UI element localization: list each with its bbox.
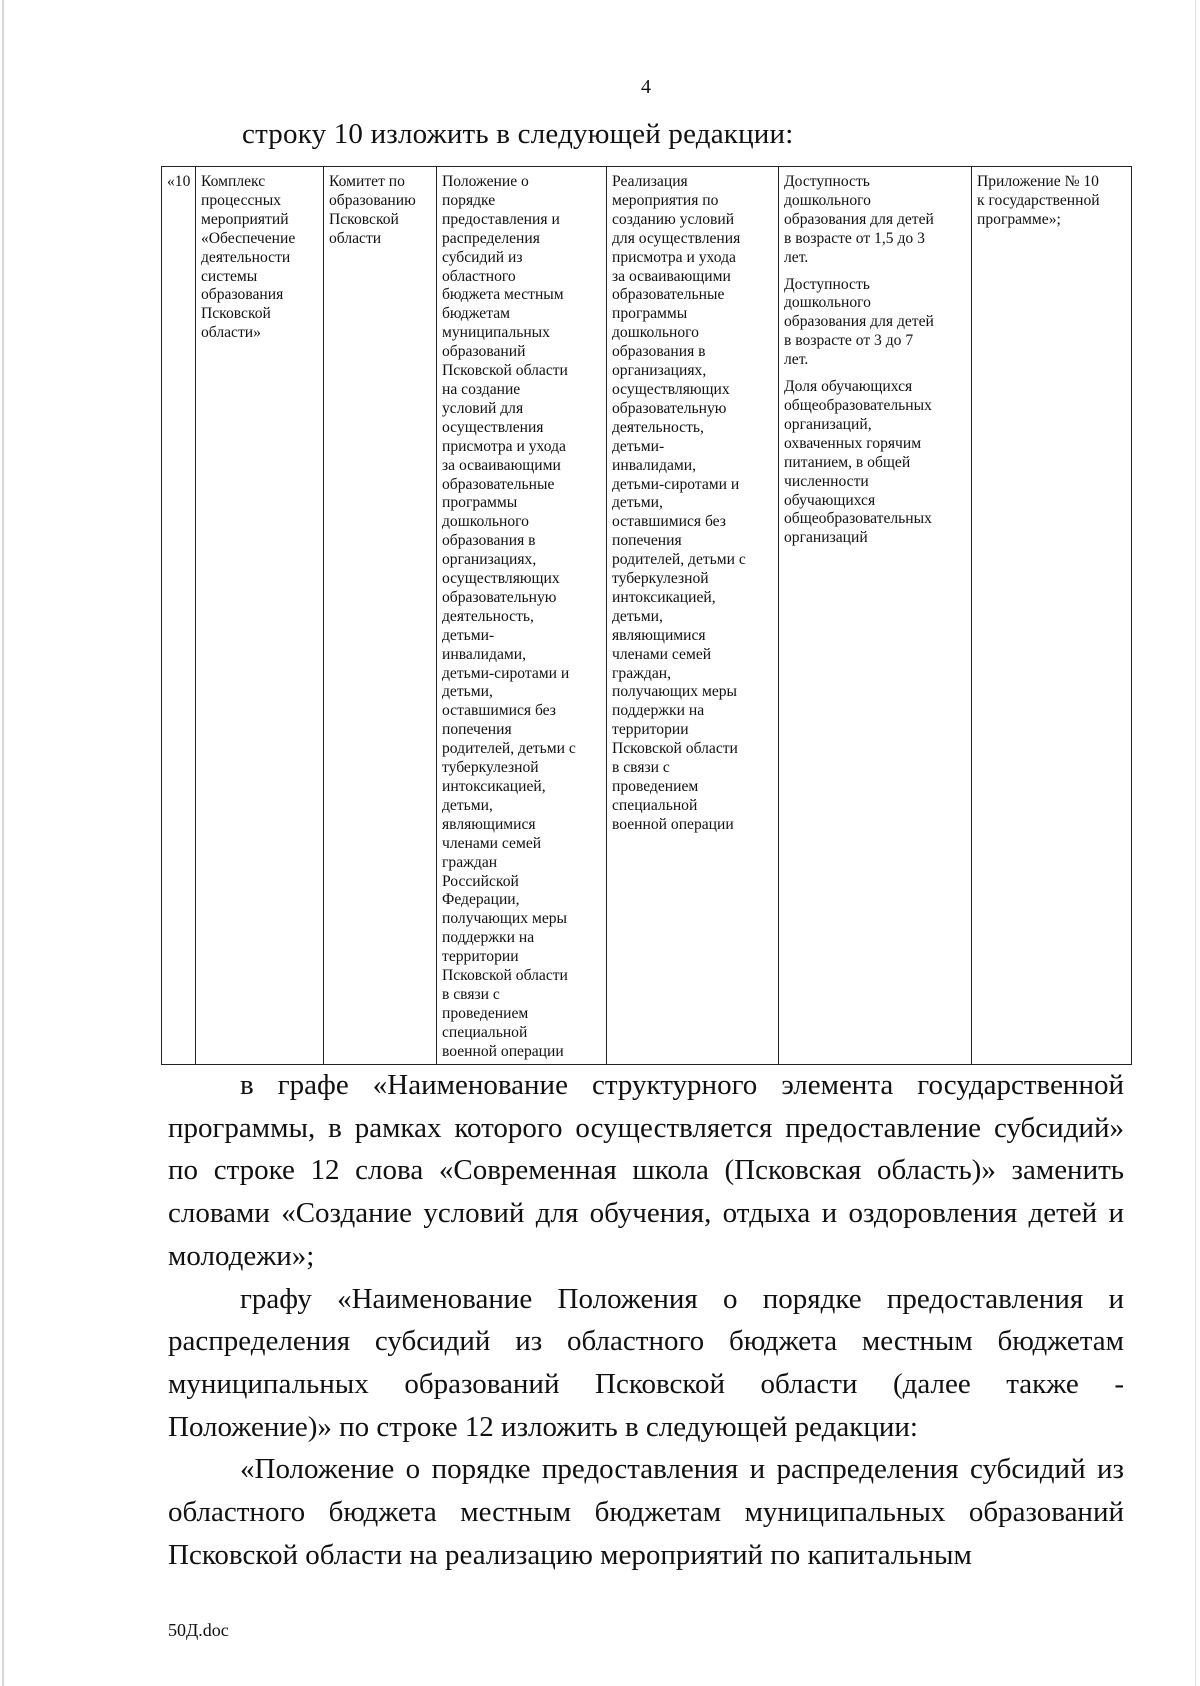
scan-edge-left [2,0,4,1686]
indicator-item: Доступность дошкольного образования для детей в возрасте от 3 до 7 лет. [784,275,934,369]
indicator-item: Доля обучающихся общеобразовательных организаций, охваченных горячим питанием, в общей численности обучающихся общеобразовательных организаций [784,378,932,547]
page-number: 4 [641,76,651,98]
body-text [168,1064,1124,1576]
cell-purpose: Реализация мероприятия по созданию условий для осуществления присмотра и ухода за осваивающими образовательные программы дошкольного образования в организациях, осуществляющих образовательную деятельность, детьми- инвалидами, детьми-сиротами и детьми, оставшимися без попечения родителей, детьми с туберкулезной интоксикацией, детьми, являющимися членами семей граждан, получающих меры поддержки на территории Псковской области в связи с проведением специальной военной операции [607,167,779,1065]
cell-element-name: Комплекс процессных мероприятий «Обеспечение деятельности системы образования Псковской области» [196,167,324,1065]
intro-line: строку 10 изложить в следующей редакции: [242,118,794,150]
amendment-table [161,166,1132,1065]
table-row [162,167,1132,1065]
cell-regulation: Положение о порядке предоставления и распределения субсидий из областного бюджета местным бюджетам муниципальных образований Псковской области на создание условий для осуществления присмотра и ухода за осваивающими образовательные программы дошкольного образования в организациях, осуществляющих образовательную деятельность, детьми- инвалидами, детьми-сиротами и детьми, оставшимися без попечения родителей, детьми с туберкулезной интоксикацией, детьми, являющимися членами семей граждан Российской Федерации, получающих меры поддержки на территории Псковской области в связи с проведением специальной военной операции [437,167,607,1065]
indicator-item: Доступность дошкольного образования для детей в возрасте от 1,5 до 3 лет. [784,173,934,266]
cell-indicators [779,167,972,1065]
paragraph: в графе «Наименование структурного элемента государственной программы, в рамках которого осуществляется предоставление субсидий» по строке 12 слова «Современная школа (Псковская область)» заменить словами «Создание условий для обучения, отдыха и оздоровления детей и молодежи»; [168,1069,1124,1272]
file-name-footer: 50Д.doc [168,1620,229,1640]
paragraph: графу «Наименование Положения о порядке предоставления и распределения субсидий из областного бюджета местным бюджетам муниципальных образований Псковской области (далее также - Положение)» по строке 12 изложить в следующей редакции: [168,1282,1124,1443]
scan-edge-right [1195,0,1196,1686]
cell-responsible: Комитет по образованию Псковской области [324,167,437,1065]
cell-appendix: Приложение № 10 к государственной программе»; [972,167,1132,1065]
paragraph: «Положение о порядке предоставления и распределения субсидий из областного бюджета местным бюджетам муниципальных образований Псковской области на реализацию мероприятий по капитальным [168,1453,1124,1571]
cell-row-number: «10 [162,167,196,1065]
